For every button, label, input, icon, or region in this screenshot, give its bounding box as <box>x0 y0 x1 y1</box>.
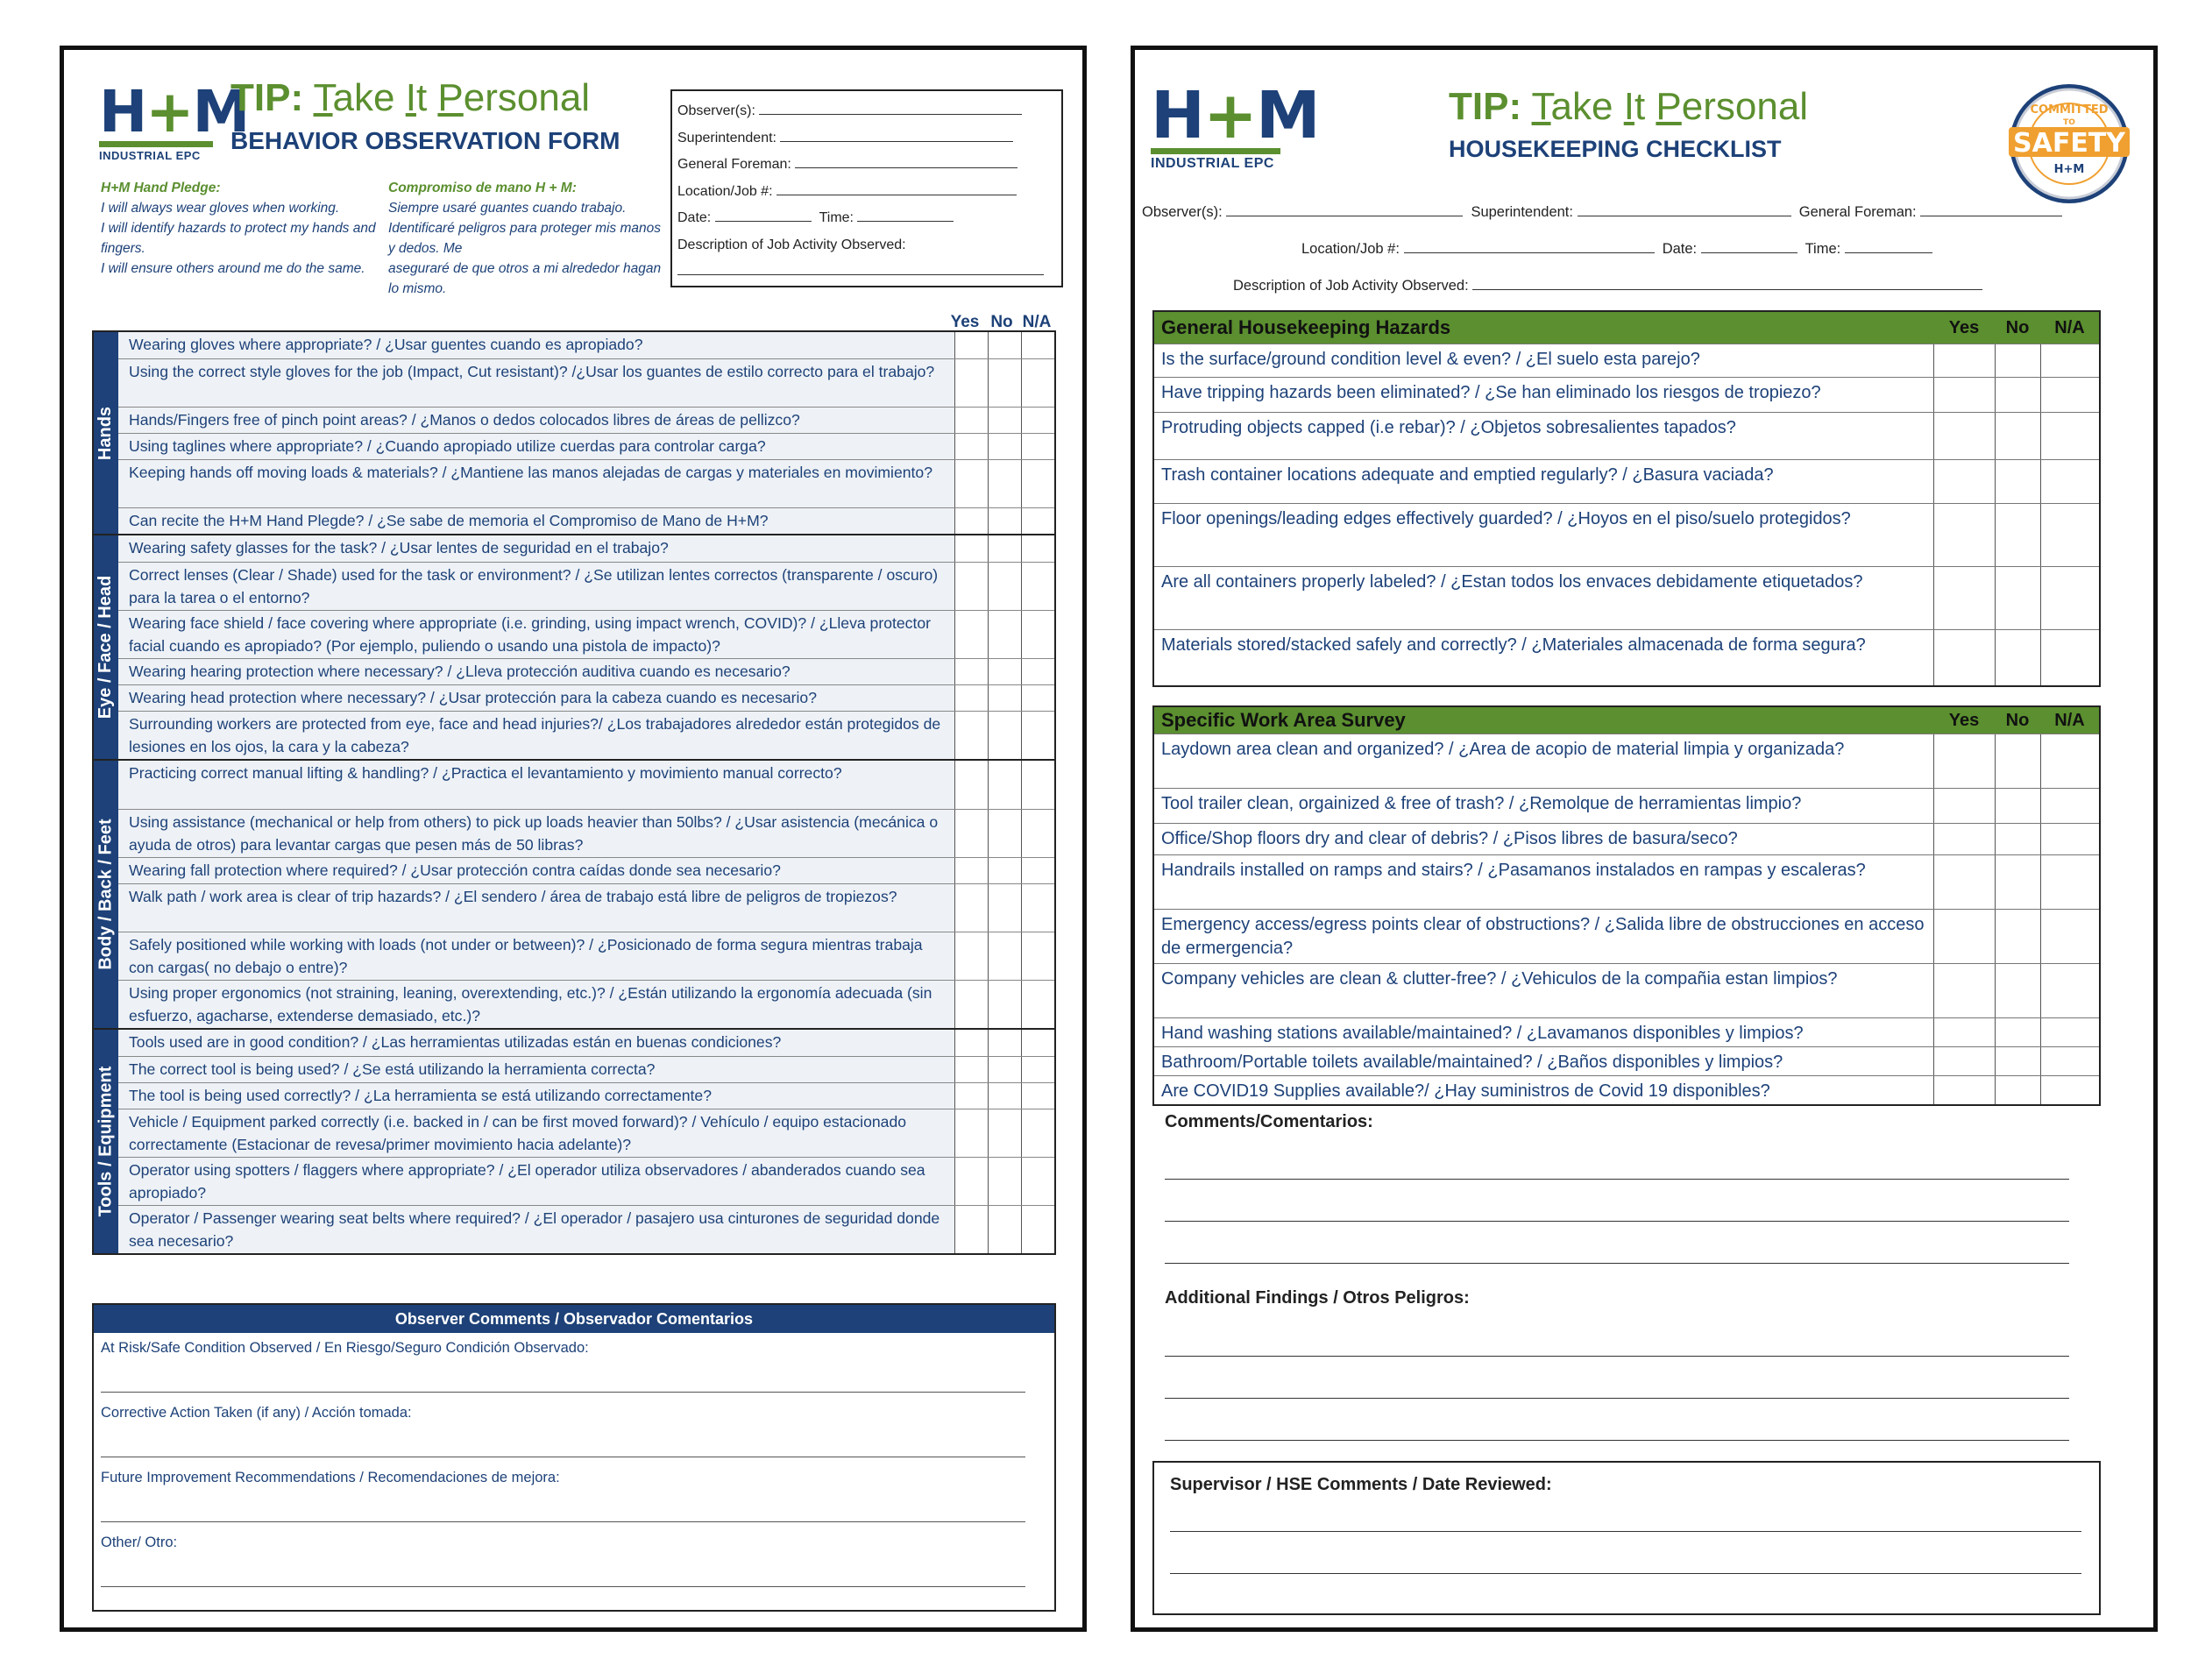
checkbox-no[interactable] <box>988 810 1021 857</box>
checkbox-yes[interactable] <box>1933 1047 1995 1075</box>
checkbox-yes[interactable] <box>954 1109 988 1157</box>
observer-info-row-2 <box>1301 237 1932 258</box>
checkbox-no[interactable] <box>1995 964 2040 1017</box>
section-label: Tools / Equipment <box>94 1030 118 1253</box>
checkbox-na[interactable] <box>1021 981 1054 1028</box>
checkbox-na[interactable] <box>1021 659 1054 684</box>
observer-info-row-1 <box>1142 201 2062 221</box>
checklist-row <box>118 358 1054 407</box>
checkbox-na[interactable] <box>1021 1158 1054 1205</box>
checkbox-yes[interactable] <box>1933 734 1995 788</box>
section-label: Body / Back / Feet <box>94 761 118 1028</box>
table-question: Materials stored/stacked safely and correctly? / ¿Materiales almacenada de forma segura? <box>1154 630 1933 685</box>
checkbox-yes[interactable] <box>954 659 988 684</box>
checklist-row <box>118 857 1054 883</box>
checklist-row <box>118 980 1054 1028</box>
section-label: Eye / Face / Head <box>94 535 118 759</box>
comments-line[interactable] <box>1165 1263 2069 1264</box>
checklist-row <box>118 1157 1054 1205</box>
checkbox-no[interactable] <box>988 434 1021 459</box>
checkbox-yes[interactable] <box>954 1083 988 1109</box>
comment-field-condition[interactable]: At Risk/Safe Condition Observed / En Riesgo/Seguro Condición Observado: <box>94 1333 1054 1398</box>
behavior-observation-form-page <box>60 46 1087 1632</box>
checklist-row <box>118 684 1054 711</box>
findings-line[interactable] <box>1165 1440 2069 1441</box>
checklist-row <box>118 809 1054 857</box>
time-field[interactable]: Time: <box>819 210 954 225</box>
checklist-row <box>118 610 1054 658</box>
checklist-section <box>94 1028 1054 1253</box>
checkbox-no[interactable] <box>1995 734 2040 788</box>
checklist-row <box>118 1030 1054 1056</box>
checkbox-no[interactable] <box>988 535 1021 562</box>
checkbox-yes[interactable] <box>954 535 988 562</box>
checklist-question: The correct tool is being used? / ¿Se está utilizando la herramienta correcta? <box>118 1057 954 1082</box>
checkbox-no[interactable] <box>988 884 1021 932</box>
checkbox-na[interactable] <box>1021 761 1054 809</box>
checkbox-na[interactable] <box>2040 910 2099 963</box>
checkbox-na[interactable] <box>2040 1047 2099 1075</box>
checkbox-na[interactable] <box>2040 855 2099 909</box>
checkbox-yes[interactable] <box>954 508 988 534</box>
checklist-row <box>118 1205 1054 1253</box>
form-title: HOUSEKEEPING CHECKLIST <box>1449 136 1782 162</box>
description-field[interactable]: Description of Job Activity Observed: <box>1233 274 1982 294</box>
checklist-question: Wearing safety glasses for the task? / ¿Usar lentes de seguridad en el trabajo? <box>118 535 954 562</box>
housekeeping-checklist-page <box>1131 46 2158 1632</box>
time-field[interactable]: Time: <box>1805 241 1932 257</box>
behavior-checklist <box>92 330 1056 1255</box>
checkbox-yes[interactable] <box>1933 567 1995 629</box>
supervisor-label: Supervisor / HSE Comments / Date Reviewed: <box>1170 1475 1552 1494</box>
badge-text-main: SAFETY <box>2013 128 2125 159</box>
checkbox-no[interactable] <box>1995 567 2040 629</box>
date-field[interactable]: Date: <box>1663 241 1797 257</box>
checkbox-yes[interactable] <box>1933 378 1995 412</box>
checkbox-no[interactable] <box>1995 910 2040 963</box>
checkbox-no[interactable] <box>1995 344 2040 377</box>
checkbox-yes[interactable] <box>954 408 988 433</box>
general-foreman-field[interactable]: General Foreman: <box>1799 204 2063 220</box>
superintendent-field[interactable]: Superintendent: <box>677 125 1056 152</box>
table-question: Bathroom/Portable toilets available/maintained? / ¿Baños disponibles y limpios? <box>1154 1047 1933 1075</box>
checkbox-na[interactable] <box>1021 1109 1054 1157</box>
checklist-section <box>94 534 1054 759</box>
checkbox-no[interactable] <box>988 981 1021 1028</box>
checkbox-yes[interactable] <box>954 858 988 883</box>
checkbox-no[interactable] <box>988 932 1021 980</box>
checklist-question: Wearing head protection where necessary? / ¿Usar protección para la cabeza cuando es necesario? <box>118 685 954 711</box>
checkbox-na[interactable] <box>2040 413 2099 459</box>
checkbox-na[interactable] <box>1021 1057 1054 1082</box>
checkbox-no[interactable] <box>988 1057 1021 1082</box>
table-question: Handrails installed on ramps and stairs? / ¿Pasamanos instalados en rampas y escaleras? <box>1154 855 1933 909</box>
table-row <box>1154 854 2099 909</box>
checkbox-no[interactable] <box>988 712 1021 759</box>
checklist-question: Wearing face shield / face covering where appropriate (i.e. grinding, using impact wrench, COVID)? / ¿Lleva protector facial cuando es apropiado? (Por ejemplo, puliendo o usando una pistola de impacto)? <box>118 611 954 658</box>
hand-pledge-english: H+M Hand Pledge: I will always wear gloves when working. I will identify hazards to protect my hands and fingers. I will ensure others around me do the same. <box>101 181 376 276</box>
supervisor-line[interactable] <box>1170 1573 2081 1574</box>
table-question: Tool trailer clean, orgainized & free of trash? / ¿Remolque de herramientas limpio? <box>1154 789 1933 823</box>
checklist-question: Tools used are in good condition? / ¿Las herramientas utilizadas están en buenas condiciones? <box>118 1030 954 1056</box>
checkbox-no[interactable] <box>988 1206 1021 1253</box>
table-question: Have tripping hazards been eliminated? / ¿Se han eliminado los riesgos de tropiezo? <box>1154 378 1933 412</box>
table-row <box>1154 459 2099 503</box>
checkbox-yes[interactable] <box>954 1206 988 1253</box>
checkbox-yes[interactable] <box>954 932 988 980</box>
checkbox-no[interactable] <box>988 761 1021 809</box>
observer-field[interactable]: Observer(s): <box>677 98 1056 125</box>
checklist-row <box>118 1082 1054 1109</box>
additional-findings-label: Additional Findings / Otros Peligros: <box>1165 1288 1470 1308</box>
checkbox-no[interactable] <box>1995 1047 2040 1075</box>
checkbox-yes[interactable] <box>954 884 988 932</box>
checkbox-no[interactable] <box>988 858 1021 883</box>
findings-line[interactable] <box>1165 1398 2069 1399</box>
table-question: Laydown area clean and organized? / ¿Area de acopio de material limpia y organizada? <box>1154 734 1933 788</box>
table-question: Are COVID19 Supplies available?/ ¿Hay suministros de Covid 19 disponibles? <box>1154 1076 1933 1104</box>
comment-field-other[interactable]: Other/ Otro: <box>94 1528 1054 1592</box>
checkbox-yes[interactable] <box>954 761 988 809</box>
checkbox-na[interactable] <box>1021 460 1054 507</box>
badge-text-top: COMMITTED <box>2030 103 2109 117</box>
comment-field-improvement[interactable]: Future Improvement Recommendations / Recomendaciones de mejora: <box>94 1463 1054 1528</box>
checkbox-na[interactable] <box>2040 504 2099 566</box>
checkbox-na[interactable] <box>2040 789 2099 823</box>
checklist-question: Wearing gloves where appropriate? / ¿Usar guentes cuando es apropiado? <box>118 332 954 358</box>
checklist-row <box>118 711 1054 759</box>
checkbox-na[interactable] <box>1021 1083 1054 1109</box>
checkbox-no[interactable] <box>1995 1076 2040 1104</box>
checkbox-no[interactable] <box>988 1109 1021 1157</box>
checklist-row <box>118 507 1054 534</box>
checkbox-yes[interactable] <box>1933 824 1995 854</box>
checkbox-na[interactable] <box>2040 460 2099 503</box>
checkbox-na[interactable] <box>1021 535 1054 562</box>
checkbox-na[interactable] <box>1021 1030 1054 1056</box>
findings-line[interactable] <box>1165 1356 2069 1357</box>
table-question: Trash container locations adequate and emptied regularly? / ¿Basura vaciada? <box>1154 460 1933 503</box>
location-field[interactable]: Location/Job #: <box>1301 241 1655 257</box>
checkbox-yes[interactable] <box>1933 910 1995 963</box>
checkbox-no[interactable] <box>988 332 1021 358</box>
checkbox-yes[interactable] <box>1933 460 1995 503</box>
checkbox-yes[interactable] <box>954 981 988 1028</box>
checklist-row <box>118 658 1054 684</box>
checkbox-yes[interactable] <box>954 460 988 507</box>
checkbox-na[interactable] <box>1021 810 1054 857</box>
checklist-section <box>94 332 1054 534</box>
checkbox-yes[interactable] <box>954 685 988 711</box>
observer-comments-box <box>92 1303 1056 1612</box>
checklist-question: Operator using spotters / flaggers where appropriate? / ¿El operador utiliza observadores / abanderados cuando sea apropiado? <box>118 1158 954 1205</box>
checkbox-no[interactable] <box>988 359 1021 407</box>
section-label: Hands <box>94 332 118 534</box>
checklist-row <box>118 407 1054 433</box>
checkbox-na[interactable] <box>2040 630 2099 685</box>
checklist-row <box>118 332 1054 358</box>
checkbox-na[interactable] <box>1021 508 1054 534</box>
tip-title: TIP: Take It Personal <box>230 76 591 119</box>
checkbox-na[interactable] <box>2040 567 2099 629</box>
checkbox-yes[interactable] <box>954 1057 988 1082</box>
tip-title: TIP: Take It Personal <box>1449 85 1809 128</box>
checkbox-na[interactable] <box>1021 434 1054 459</box>
checkbox-na[interactable] <box>2040 378 2099 412</box>
checkbox-no[interactable] <box>988 460 1021 507</box>
checkbox-na[interactable] <box>1021 408 1054 433</box>
checkbox-yes[interactable] <box>1933 630 1995 685</box>
table-row <box>1154 377 2099 412</box>
table-row <box>1154 788 2099 823</box>
checkbox-no[interactable] <box>1995 824 2040 854</box>
table-question: Are all containers properly labeled? / ¿Estan todos los envaces debidamente etiquetados? <box>1154 567 1933 629</box>
checklist-row <box>118 433 1054 459</box>
location-field[interactable]: Location/Job #: <box>677 179 1056 206</box>
checklist-question: Using taglines where appropriate? / ¿Cuando apropiado utilize cuerdas para controlar carga? <box>118 434 954 459</box>
checkbox-yes[interactable] <box>954 332 988 358</box>
checkbox-na[interactable] <box>1021 332 1054 358</box>
checkbox-no[interactable] <box>988 659 1021 684</box>
observer-comments-header: Observer Comments / Observador Comentarios <box>94 1305 1054 1333</box>
checkbox-no[interactable] <box>1995 504 2040 566</box>
checkbox-yes[interactable] <box>954 563 988 610</box>
checklist-question: Surrounding workers are protected from eye, face and head injuries?/ ¿Los trabajadores alrededor están protegidos de lesiones en los ojos, la cara y la cabeza? <box>118 712 954 759</box>
checklist-question: Using proper ergonomics (not straining, leaning, overextending, etc.)? / ¿Están utilizando la ergonomía adecuada (sin esfuerzo, agacharse, extenderse demasiado, etc.)? <box>118 981 954 1028</box>
general-table-header: General Housekeeping Hazards Yes No N/A <box>1154 312 2099 344</box>
checklist-question: Wearing fall protection where required? / ¿Usar protección contra caídas donde sea necesario? <box>118 858 954 883</box>
form-title: BEHAVIOR OBSERVATION FORM <box>230 127 620 154</box>
checklist-row <box>118 1109 1054 1157</box>
checkbox-no[interactable] <box>988 508 1021 534</box>
checkbox-yes[interactable] <box>1933 789 1995 823</box>
specific-work-area-table <box>1152 705 2101 1106</box>
checkbox-yes[interactable] <box>1933 1018 1995 1046</box>
checklist-row <box>118 883 1054 932</box>
comments-line[interactable] <box>1165 1179 2069 1180</box>
checkbox-no[interactable] <box>1995 855 2040 909</box>
checkbox-no[interactable] <box>988 1083 1021 1109</box>
table-row <box>1154 344 2099 377</box>
checkbox-yes[interactable] <box>954 1030 988 1056</box>
checklist-column-headers: Yes No N/A <box>950 313 1052 331</box>
hand-pledge-spanish: Compromiso de mano H + M: Siempre usaré guantes cuando trabajo. Identificaré peligros para proteger mis manos y dedos. Me aseguraré de que otros a mi alrededor hagan lo mismo. <box>388 181 662 296</box>
badge-text-brand: H+M <box>2053 163 2085 176</box>
checkbox-no[interactable] <box>1995 413 2040 459</box>
checklist-question: Practicing correct manual lifting & handling? / ¿Practica el levantamiento y movimiento manual correcto? <box>118 761 954 809</box>
table-question: Company vehicles are clean & clutter-free? / ¿Vehiculos de la compañia estan limpios? <box>1154 964 1933 1017</box>
table-question: Emergency access/egress points clear of obstructions? / ¿Salida libre de obstrucciones en acceso de ermergencia? <box>1154 910 1933 963</box>
table-row <box>1154 963 2099 1017</box>
checkbox-na[interactable] <box>2040 1076 2099 1104</box>
supervisor-comments-box <box>1152 1461 2101 1615</box>
general-housekeeping-table <box>1152 310 2101 687</box>
table-row <box>1154 823 2099 854</box>
checkbox-yes[interactable] <box>1933 344 1995 377</box>
checklist-question: Safely positioned while working with loads (not under or between)? / ¿Posicionado de forma segura mientras trabaja con cargas( no debajo o entre)? <box>118 932 954 980</box>
checkbox-na[interactable] <box>1021 359 1054 407</box>
hm-logo: H+M INDUSTRIAL EPC <box>99 78 249 162</box>
checkbox-yes[interactable] <box>954 434 988 459</box>
checklist-row <box>118 459 1054 507</box>
checkbox-na[interactable] <box>1021 932 1054 980</box>
comment-field-corrective-action[interactable]: Corrective Action Taken (if any) / Acción tomada: <box>94 1398 1054 1463</box>
checkbox-na[interactable] <box>1021 884 1054 932</box>
checklist-question: Vehicle / Equipment parked correctly (i.e. backed in / can be first moved forward)? / Vehículo / equipo estacionado correctamente (Estacionar de revesa/primer movimiento hacia adelante)? <box>118 1109 954 1157</box>
checkbox-no[interactable] <box>988 1158 1021 1205</box>
checklist-row <box>118 535 1054 562</box>
checkbox-no[interactable] <box>988 685 1021 711</box>
checkbox-no[interactable] <box>1995 378 2040 412</box>
checklist-question: Correct lenses (Clear / Shade) used for the task or environment? / ¿Se utilizan lentes correctos (transparente / oscuro) para la tarea o el entorno? <box>118 563 954 610</box>
checklist-question: Wearing hearing protection where necessary? / ¿Lleva protección auditiva cuando es necesario? <box>118 659 954 684</box>
table-question: Hand washing stations available/maintained? / ¿Lavamanos disponibles y limpios? <box>1154 1018 1933 1046</box>
checkbox-yes[interactable] <box>954 611 988 658</box>
checkbox-na[interactable] <box>1021 858 1054 883</box>
checklist-question: Keeping hands off moving loads & materials? / ¿Mantiene las manos alejadas de cargas y materiales en movimiento? <box>118 460 954 507</box>
checklist-question: Hands/Fingers free of pinch point areas? / ¿Manos o dedos colocados libres de áreas de pellizco? <box>118 408 954 433</box>
observer-field[interactable]: Observer(s): <box>1142 204 1463 220</box>
checkbox-na[interactable] <box>1021 712 1054 759</box>
specific-table-header: Specific Work Area Survey Yes No N/A <box>1154 707 2099 734</box>
checkbox-na[interactable] <box>1021 685 1054 711</box>
table-row <box>1154 1075 2099 1104</box>
supervisor-line[interactable] <box>1170 1531 2081 1532</box>
table-row <box>1154 629 2099 685</box>
checkbox-na[interactable] <box>1021 563 1054 610</box>
checkbox-no[interactable] <box>988 1030 1021 1056</box>
description-field[interactable]: Description of Job Activity Observed: <box>677 237 906 252</box>
checklist-question: Walk path / work area is clear of trip hazards? / ¿El sendero / área de trabajo está libre de peligros de tropiezos? <box>118 884 954 932</box>
checkbox-yes[interactable] <box>1933 855 1995 909</box>
table-row <box>1154 503 2099 566</box>
table-row <box>1154 566 2099 629</box>
checklist-row <box>118 761 1054 809</box>
checklist-question: The tool is being used correctly? / ¿La herramienta se está utilizando correctamente? <box>118 1083 954 1109</box>
table-question: Protruding objects capped (i.e rebar)? / ¿Objetos sobresalientes tapados? <box>1154 413 1933 459</box>
checkbox-na[interactable] <box>1021 1206 1054 1253</box>
checklist-row <box>118 932 1054 980</box>
committed-to-safety-badge-icon <box>2007 82 2131 206</box>
comments-line[interactable] <box>1165 1221 2069 1222</box>
table-row <box>1154 909 2099 963</box>
checklist-question: Using the correct style gloves for the job (Impact, Cut resistant)? /¿Usar los guantes de estilo correcto para el trabajo? <box>118 359 954 407</box>
checkbox-no[interactable] <box>988 611 1021 658</box>
comments-label: Comments/Comentarios: <box>1165 1112 1373 1131</box>
checkbox-na[interactable] <box>1021 611 1054 658</box>
observer-info-box <box>670 89 1063 287</box>
table-row <box>1154 1046 2099 1075</box>
table-row <box>1154 734 2099 788</box>
hm-logo: H+M INDUSTRIAL EPC <box>1151 78 1319 171</box>
checkbox-yes[interactable] <box>1933 413 1995 459</box>
table-row <box>1154 412 2099 459</box>
checkbox-yes[interactable] <box>1933 964 1995 1017</box>
checklist-section <box>94 759 1054 1028</box>
checkbox-yes[interactable] <box>954 712 988 759</box>
date-field[interactable]: Date: <box>677 210 812 225</box>
superintendent-field[interactable]: Superintendent: <box>1471 204 1790 220</box>
checkbox-yes[interactable] <box>1933 1076 1995 1104</box>
checkbox-na[interactable] <box>2040 1018 2099 1046</box>
checkbox-no[interactable] <box>988 563 1021 610</box>
checklist-question: Using assistance (mechanical or help from others) to pick up loads heavier than 50lbs? / ¿Usar asistencia (mecánica o ayuda de otros) para levantar cargas que pesen más de 50 libras? <box>118 810 954 857</box>
checkbox-yes[interactable] <box>1933 504 1995 566</box>
checkbox-no[interactable] <box>1995 789 2040 823</box>
checkbox-yes[interactable] <box>954 1158 988 1205</box>
checkbox-no[interactable] <box>1995 460 2040 503</box>
general-foreman-field[interactable]: General Foreman: <box>677 152 1056 179</box>
checklist-question: Can recite the H+M Hand Plegde? / ¿Se sabe de memoria el Compromiso de Mano de H+M? <box>118 508 954 534</box>
table-question: Is the surface/ground condition level & even? / ¿El suelo esta parejo? <box>1154 344 1933 377</box>
checkbox-yes[interactable] <box>954 810 988 857</box>
checklist-question: Operator / Passenger wearing seat belts where required? / ¿El operador / pasajero usa cinturones de seguridad donde sea necesario? <box>118 1206 954 1253</box>
checkbox-no[interactable] <box>1995 1018 2040 1046</box>
table-question: Floor openings/leading edges effectively guarded? / ¿Hoyos en el piso/suelo protegidos? <box>1154 504 1933 566</box>
checkbox-na[interactable] <box>2040 344 2099 377</box>
checkbox-yes[interactable] <box>954 359 988 407</box>
checkbox-no[interactable] <box>1995 630 2040 685</box>
checkbox-na[interactable] <box>2040 964 2099 1017</box>
checkbox-no[interactable] <box>988 408 1021 433</box>
table-question: Office/Shop floors dry and clear of debris? / ¿Pisos libres de basura/seco? <box>1154 824 1933 854</box>
badge-text-to: TO <box>2063 118 2075 127</box>
checkbox-na[interactable] <box>2040 824 2099 854</box>
table-row <box>1154 1017 2099 1046</box>
checklist-row <box>118 1056 1054 1082</box>
checkbox-na[interactable] <box>2040 734 2099 788</box>
checklist-row <box>118 562 1054 610</box>
